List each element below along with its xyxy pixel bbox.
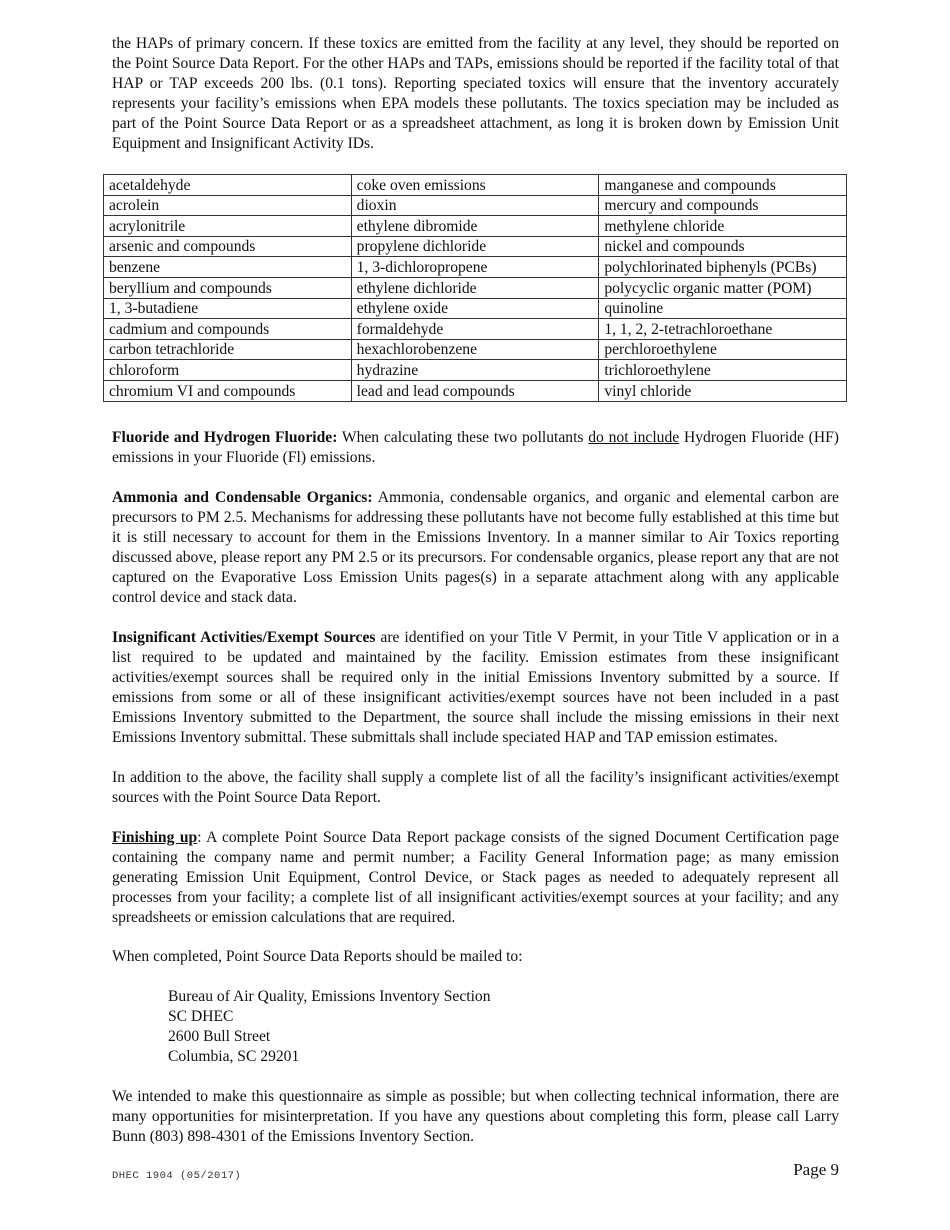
table-cell: hexachlorobenzene [351, 339, 599, 360]
finishing-section [112, 828, 839, 928]
table-cell: acrylonitrile [104, 216, 352, 237]
addition-section [112, 768, 839, 808]
table-cell: carbon tetrachloride [104, 339, 352, 360]
table-cell: methylene chloride [599, 216, 847, 237]
address-line-1: Bureau of Air Quality, Emissions Inventory Section [168, 988, 491, 1005]
table-cell: 1, 3-dichloropropene [351, 257, 599, 278]
table-cell: quinoline [599, 298, 847, 319]
table-cell: coke oven emissions [351, 175, 599, 196]
table-cell: chromium VI and compounds [104, 380, 352, 401]
table-cell: arsenic and compounds [104, 236, 352, 257]
table-row [104, 236, 847, 257]
table-cell: 1, 3-butadiene [104, 298, 352, 319]
closing-section [112, 1087, 839, 1147]
insignificant-section [112, 628, 839, 748]
table-cell: perchloroethylene [599, 339, 847, 360]
table-cell: dioxin [351, 195, 599, 216]
table-row [104, 339, 847, 360]
insignificant-text: are identified on your Title V Permit, in your Title V application or in a list required to be updated and maintained by the facility. Emission estimates from these insignificant activities/exempt sources shall be required only in the initial Emissions Inventory submitted by a source. If emissions from some or all of these insignificant activities/exempt sources have not been included in a past Emissions Inventory submitted to the Department, the source shall include the missing emissions in their next Emissions Inventory submittal. These submittals shall include speciated HAP and TAP emission estimates. [112, 629, 839, 746]
table-cell: 1, 1, 2, 2-tetrachloroethane [599, 319, 847, 340]
ammonia-heading: Ammonia and Condensable Organics: [112, 489, 373, 506]
table-cell: hydrazine [351, 360, 599, 381]
mailing-address [168, 987, 491, 1067]
addition-text: In addition to the above, the facility shall supply a complete list of all the facility’s insignificant activities/exempt sources with the Point Source Data Report. [112, 769, 839, 806]
table-cell: propylene dichloride [351, 236, 599, 257]
intro-text: the HAPs of primary concern. If these toxics are emitted from the facility at any level, they should be reported on the Point Source Data Report. For the other HAPs and TAPs, emissions should be reported if the facility total of that HAP or TAP exceeds 200 lbs. (0.1 tons). Reporting speciated toxics will ensure that the inventory accurately represents your facility’s emissions when EPA models these pollutants. The toxics speciation may be included as part of the Point Source Data Report or as a spreadsheet attachment, as long it is broken down by Emission Unit Equipment and Insignificant Activity IDs. [112, 35, 839, 152]
table-cell: benzene [104, 257, 352, 278]
address-line-4: Columbia, SC 29201 [168, 1048, 300, 1065]
ammonia-section [112, 488, 839, 608]
table-cell: mercury and compounds [599, 195, 847, 216]
address-line-2: SC DHEC [168, 1008, 234, 1025]
fluoride-heading: Fluoride and Hydrogen Fluoride: [112, 429, 338, 446]
table-cell: acetaldehyde [104, 175, 352, 196]
table-cell: polychlorinated biphenyls (PCBs) [599, 257, 847, 278]
page-number: Page 9 [793, 1160, 839, 1179]
table-row [104, 175, 847, 196]
table-cell: beryllium and compounds [104, 277, 352, 298]
table-row [104, 319, 847, 340]
address-line-3: 2600 Bull Street [168, 1028, 271, 1045]
fluoride-text-a: When calculating these two pollutants [337, 429, 589, 446]
intro-paragraph [112, 34, 839, 154]
table-cell: nickel and compounds [599, 236, 847, 257]
table-cell: vinyl chloride [599, 380, 847, 401]
table-cell: ethylene dichloride [351, 277, 599, 298]
mail-intro-section [112, 947, 839, 967]
mail-intro-text: When completed, Point Source Data Reports should be mailed to: [112, 948, 523, 965]
table-cell: lead and lead compounds [351, 380, 599, 401]
form-code: DHEC 1904 (05/2017) [112, 1170, 242, 1182]
table-row [104, 380, 847, 401]
table-row [104, 298, 847, 319]
table-row [104, 216, 847, 237]
finishing-text: : A complete Point Source Data Report package consists of the signed Document Certification page containing the company name and permit number; a Facility General Information page; as many emission generating Emission Unit Equipment, Control Device, or Stack pages as needed to adequately represent all processes from your facility; a complete list of all insignificant activities/exempt sources at your facility; and any spreadsheets or emission calculations that are required. [112, 829, 839, 926]
table-cell: formaldehyde [351, 319, 599, 340]
table-cell: ethylene dibromide [351, 216, 599, 237]
table-cell: manganese and compounds [599, 175, 847, 196]
table-cell: ethylene oxide [351, 298, 599, 319]
table-cell: chloroform [104, 360, 352, 381]
insignificant-heading: Insignificant Activities/Exempt Sources [112, 629, 376, 646]
table-cell: polycyclic organic matter (POM) [599, 277, 847, 298]
fluoride-text-b: Hydrogen Fluoride (HF) emissions in your Fluoride (Fl) emissions. [112, 429, 840, 466]
fluoride-underlined: do not include [588, 429, 680, 446]
table-row [104, 195, 847, 216]
table-cell: trichloroethylene [599, 360, 847, 381]
table-row [104, 257, 847, 278]
table-row [104, 277, 847, 298]
ammonia-text: Ammonia, condensable organics, and organic and elemental carbon are precursors to PM 2.5. Mechanisms for addressing these pollutants have not become fully established at this time but it is still necessary to account for them in the Emissions Inventory. In a manner similar to Air Toxics reporting discussed above, please report any PM 2.5 or its precursors. For condensable organics, please report any that are not captured on the Evaporative Loss Emission Units pages(s) in a separate attachment along with any applicable control device and stack data. [112, 489, 839, 606]
closing-text: We intended to make this questionnaire as simple as possible; but when collecting technical information, there are many opportunities for misinterpretation. If you have any questions about completing this form, please call Larry Bunn (803) 898-4301 of the Emissions Inventory Section. [112, 1088, 839, 1145]
finishing-heading: Finishing up [112, 829, 198, 846]
table-cell: acrolein [104, 195, 352, 216]
table-row [104, 360, 847, 381]
toxics-table [103, 174, 847, 402]
fluoride-section [112, 428, 839, 468]
table-cell: cadmium and compounds [104, 319, 352, 340]
